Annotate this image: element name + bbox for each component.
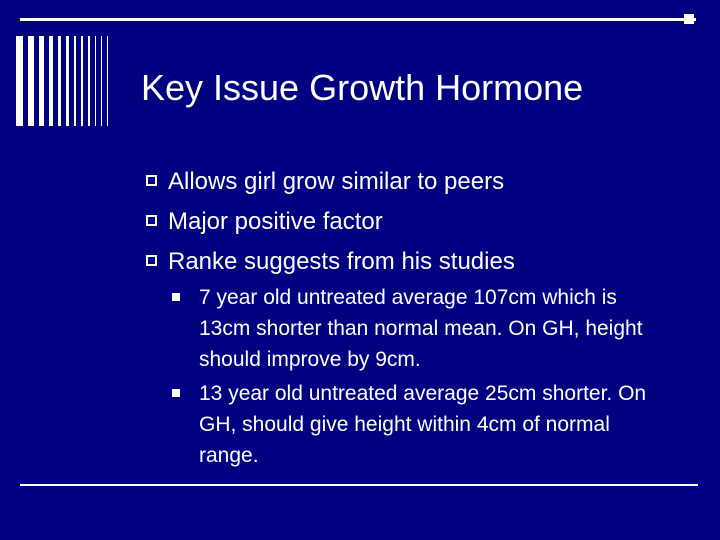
bullet-item xyxy=(146,162,706,202)
bullet-text: Allows girl grow similar to peers xyxy=(168,168,505,195)
bullet-text: Ranke suggests from his studies xyxy=(168,248,515,275)
decorative-bar xyxy=(107,36,108,126)
filled-square-bullet-icon xyxy=(172,389,180,397)
sub-bullet-item xyxy=(172,378,672,471)
decorative-bar xyxy=(28,36,34,126)
decorative-bar xyxy=(39,36,44,126)
decorative-bar xyxy=(74,36,76,126)
bullet-item xyxy=(146,202,706,242)
decorative-bar xyxy=(101,36,102,126)
decorative-bar xyxy=(66,36,69,126)
bottom-rule xyxy=(20,484,698,486)
bullet-item xyxy=(146,242,706,282)
bullet-list xyxy=(146,162,706,282)
sub-bullet-text: 7 year old untreated average 107cm which is 13cm shorter than normal mean. On GH, height should improve by 9cm. xyxy=(199,286,643,371)
slide-title: Key Issue Growth Hormone xyxy=(141,67,584,108)
decorative-bars xyxy=(16,36,113,126)
sub-bullet-text: 13 year old untreated average 25cm shorter. On GH, should give height within 4cm of normal range. xyxy=(199,382,647,467)
sub-bullet-list xyxy=(172,282,672,474)
hollow-square-bullet-icon xyxy=(146,255,157,266)
bullet-text: Major positive factor xyxy=(168,208,383,235)
decorative-bar xyxy=(88,36,90,126)
decorative-bar xyxy=(49,36,53,126)
filled-square-bullet-icon xyxy=(172,293,180,301)
hollow-square-bullet-icon xyxy=(146,175,157,186)
corner-square-decoration xyxy=(684,14,694,24)
sub-bullet-item xyxy=(172,282,672,375)
decorative-bar xyxy=(16,36,23,126)
decorative-bar xyxy=(81,36,83,126)
decorative-bar xyxy=(58,36,61,126)
hollow-square-bullet-icon xyxy=(146,215,157,226)
top-rule xyxy=(20,18,696,21)
decorative-bar xyxy=(95,36,96,126)
